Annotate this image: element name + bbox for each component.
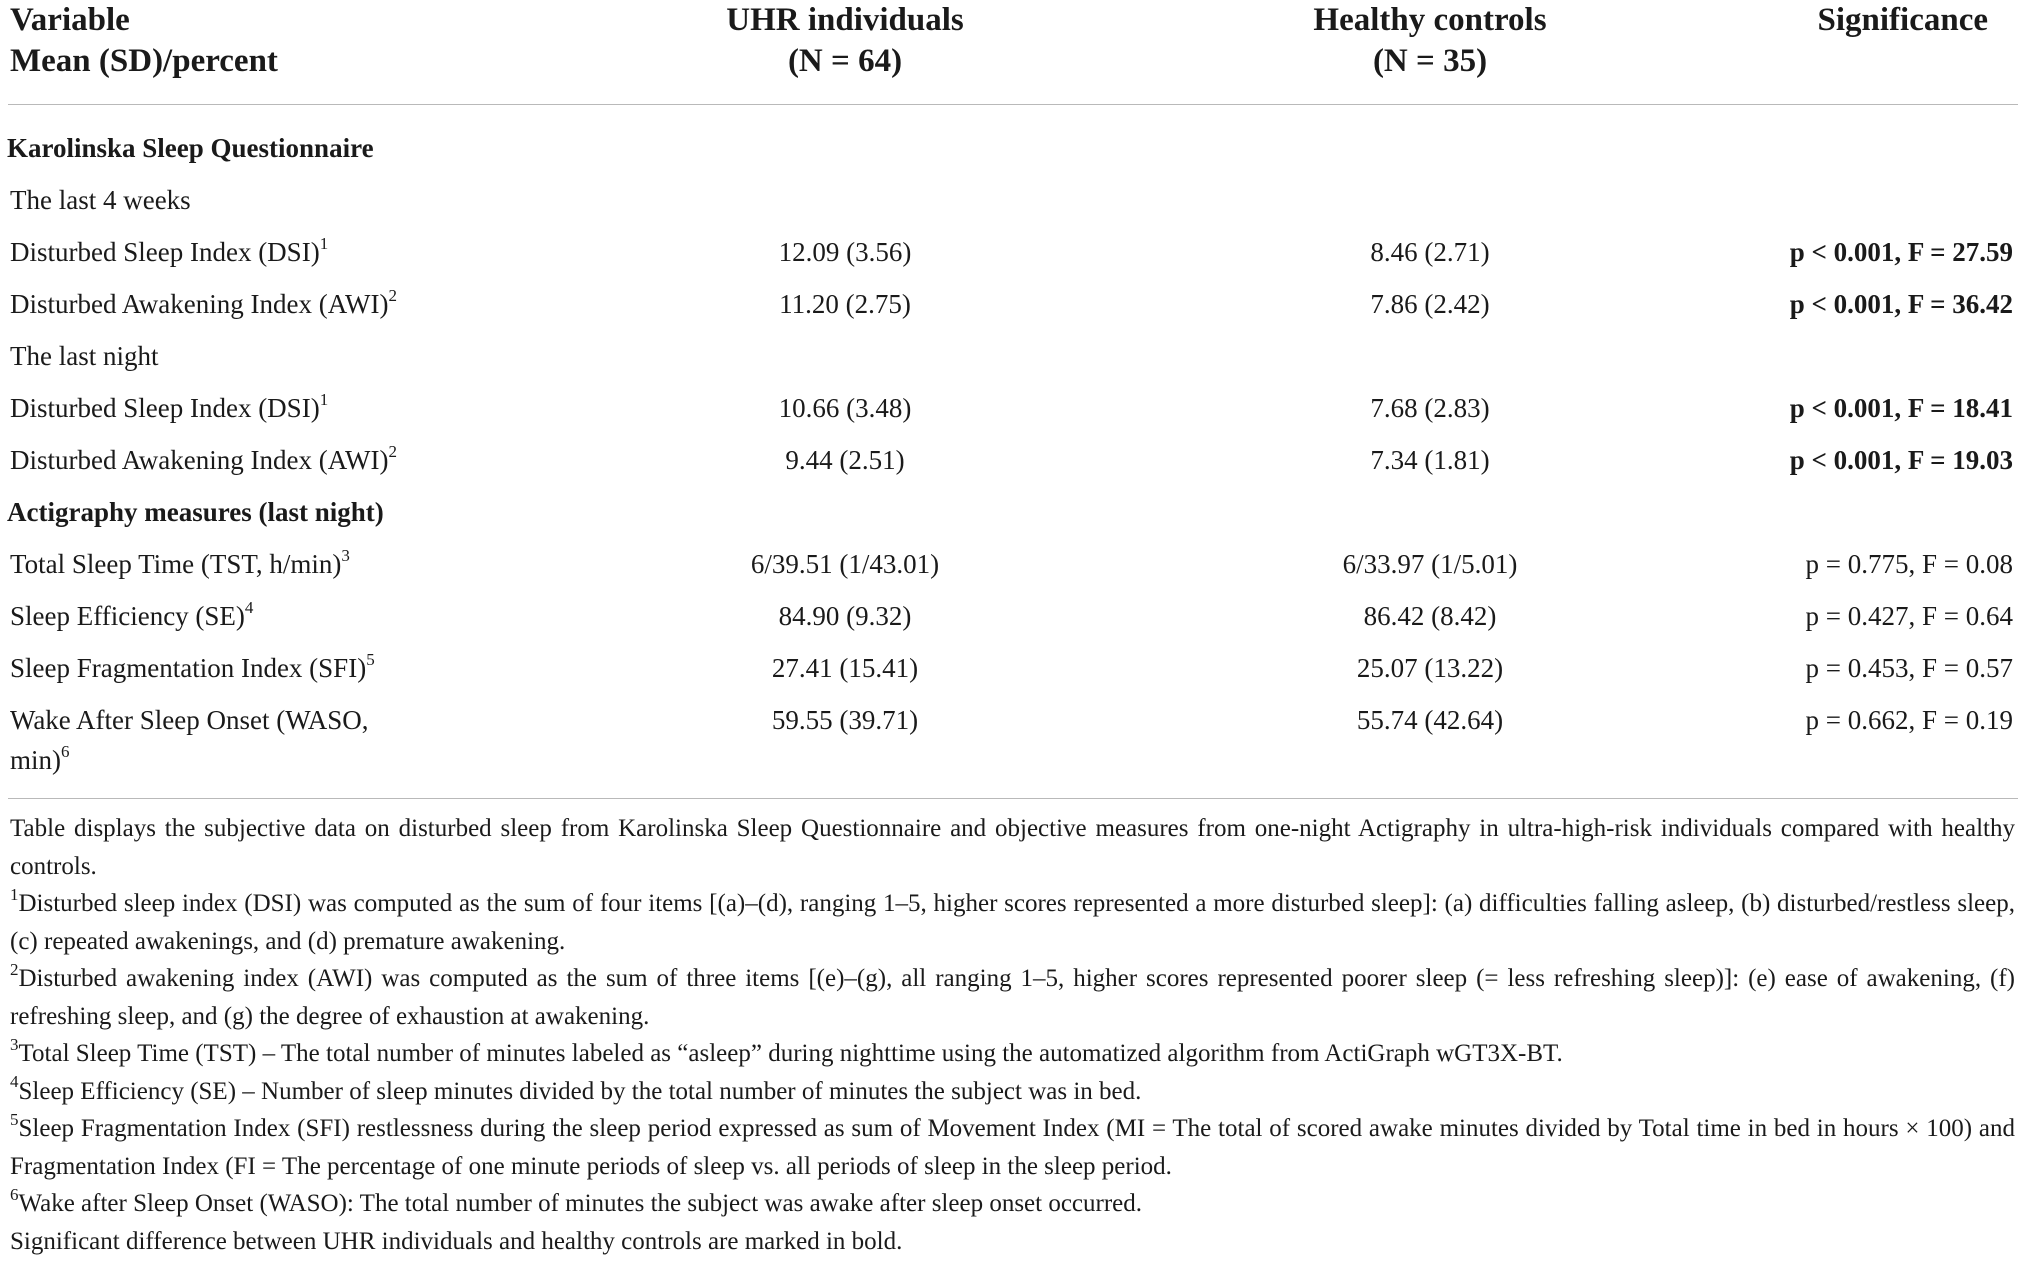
- header-significance: Significance: [1817, 2, 1988, 38]
- table-row: [0, 174, 2023, 226]
- row-label-text: Actigraphy measures (last night): [7, 497, 384, 527]
- row-label: [10, 538, 350, 590]
- header-uhr-label: UHR individuals: [726, 2, 964, 38]
- footnote-text: Sleep Efficiency (SE) – Number of sleep minutes divided by the total number of minutes the subject was in bed.: [18, 1077, 1142, 1105]
- row-label: [10, 382, 328, 434]
- note-intro: Table displays the subjective data on disturbed sleep from Karolinska Sleep Questionnaire and objective measures from one-night Actigraphy in ultra-high-risk individuals compared with healthy controls.: [10, 815, 2015, 880]
- control-value: 7.34 (1.81): [1370, 445, 1490, 475]
- row-label: [10, 434, 397, 486]
- row-label: [10, 278, 397, 330]
- footnote-marker: 1: [319, 234, 329, 253]
- header-divider: [8, 104, 2018, 105]
- row-label: [10, 174, 191, 226]
- row-label: [10, 330, 158, 382]
- table-row: [0, 642, 2023, 694]
- footnote: [10, 885, 2015, 960]
- table-notes: [10, 810, 2015, 1260]
- control-value: 55.74 (42.64): [1356, 705, 1504, 735]
- row-label: [10, 642, 375, 694]
- footnote: [10, 1073, 2015, 1111]
- footnote-marker: 2: [388, 442, 398, 461]
- footnote-number: 5: [10, 1109, 19, 1129]
- footnote: [10, 1110, 2015, 1185]
- control-value: 7.68 (2.83): [1370, 393, 1490, 423]
- header-variable-line2: Mean (SD)/percent: [10, 43, 278, 79]
- footnote-marker: 6: [61, 742, 70, 761]
- footnote: [10, 1185, 2015, 1223]
- footnote-number: 3: [10, 1034, 19, 1054]
- significance-value: p < 0.001, F = 36.42: [1789, 289, 2013, 319]
- significance-value: p = 0.662, F = 0.19: [1805, 705, 2013, 735]
- footnote-marker: 1: [319, 390, 329, 409]
- row-label-text: Total Sleep Time (TST, h/min): [10, 549, 342, 579]
- footnote-text: Wake after Sleep Onset (WASO): The total number of minutes the subject was awake after sleep onset occurred.: [18, 1190, 1143, 1217]
- row-label-text: Wake After Sleep Onset (WASO, min): [10, 705, 369, 775]
- footnote-number: 1: [10, 884, 19, 904]
- table-bottom-divider: [8, 798, 2018, 799]
- table-row: [0, 330, 2023, 382]
- row-label-text: Disturbed Sleep Index (DSI): [10, 237, 320, 267]
- uhr-value: 84.90 (9.32): [778, 601, 912, 631]
- footnote-text: Disturbed awakening index (AWI) was computed as the sum of three items [(e)–(g), all ranging 1–5, higher scores represented poorer sleep (= less refreshing sleep)]: (e) ease of awakening, (f) refreshing sleep, and (g) the degree of exhaustion at awakening.: [10, 965, 2015, 1030]
- header-controls-n: (N = 35): [1372, 43, 1488, 79]
- header-controls-label: Healthy controls: [1313, 2, 1547, 38]
- header-controls: [1230, 0, 1630, 82]
- footnote-marker: 3: [341, 546, 350, 565]
- section-row: [0, 122, 2023, 174]
- uhr-value: 12.09 (3.56): [778, 237, 912, 267]
- table-row: [0, 382, 2023, 434]
- row-label-text: Sleep Fragmentation Index (SFI): [10, 653, 367, 683]
- row-label-text: Sleep Efficiency (SE): [10, 601, 245, 631]
- row-label-text: The last 4 weeks: [10, 185, 191, 215]
- row-label-text: The last night: [10, 341, 159, 371]
- uhr-value: 27.41 (15.41): [771, 653, 919, 683]
- table-row: [0, 278, 2023, 330]
- table-row: [0, 590, 2023, 642]
- footnote: [10, 960, 2015, 1035]
- header-variable: [10, 0, 278, 82]
- footnote: [10, 1035, 2015, 1073]
- footnote-number: 4: [10, 1072, 19, 1092]
- uhr-value: 11.20 (2.75): [779, 289, 911, 319]
- significance-value: p = 0.453, F = 0.57: [1805, 653, 2013, 683]
- row-label-text: Disturbed Sleep Index (DSI): [10, 393, 320, 423]
- footnote-marker: 4: [244, 598, 254, 617]
- table-row: [0, 538, 2023, 590]
- control-value: 6/33.97 (1/5.01): [1342, 549, 1518, 579]
- table-row: [0, 694, 2023, 775]
- significance-value: p < 0.001, F = 27.59: [1789, 237, 2013, 267]
- footnote-text: Sleep Fragmentation Index (SFI) restlessness during the sleep period expressed as sum of Movement Index (MI = The total of scored awake minutes divided by Total time in bed in hours × 100) and Fragmentation Index (FI = The percentage of one minute periods of sleep vs. all periods of sleep in the sleep period.: [10, 1115, 2015, 1180]
- control-value: 8.46 (2.71): [1370, 237, 1490, 267]
- footnote-text: Total Sleep Time (TST) – The total number of minutes labeled as “asleep” during nighttime using the automatized algorithm from ActiGraph wGT3X-BT.: [18, 1040, 1563, 1067]
- footnote-marker: 5: [366, 650, 375, 669]
- section-label: [7, 122, 374, 174]
- section-row: [0, 486, 2023, 538]
- uhr-value: 10.66 (3.48): [778, 393, 912, 423]
- footnote-list: [10, 885, 2015, 1223]
- significance-value: p < 0.001, F = 18.41: [1789, 393, 2013, 423]
- significance-value: p < 0.001, F = 19.03: [1789, 445, 2013, 475]
- table-row: [0, 434, 2023, 486]
- control-value: 7.86 (2.42): [1370, 289, 1490, 319]
- row-label: [10, 700, 370, 780]
- row-label-text: Disturbed Awakening Index (AWI): [10, 289, 389, 319]
- header-variable-line1: Variable: [10, 2, 130, 38]
- uhr-value: 9.44 (2.51): [785, 445, 905, 475]
- significance-value: p = 0.775, F = 0.08: [1805, 549, 2013, 579]
- footnote-marker: 2: [388, 286, 398, 305]
- significance-value: p = 0.427, F = 0.64: [1805, 601, 2013, 631]
- header-uhr: [645, 0, 1045, 82]
- row-label-text: Karolinska Sleep Questionnaire: [7, 133, 374, 163]
- uhr-value: 59.55 (39.71): [771, 705, 919, 735]
- note-closing: Significant difference between UHR individuals and healthy controls are marked in bold.: [10, 1227, 903, 1255]
- footnote-number: 2: [10, 959, 19, 979]
- table-row: [0, 226, 2023, 278]
- control-value: 25.07 (13.22): [1356, 653, 1504, 683]
- uhr-value: 6/39.51 (1/43.01): [750, 549, 940, 579]
- row-label: [10, 590, 253, 642]
- row-label: [10, 226, 328, 278]
- row-label-text: Disturbed Awakening Index (AWI): [10, 445, 389, 475]
- footnote-number: 6: [10, 1184, 19, 1204]
- header-uhr-n: (N = 64): [787, 43, 903, 79]
- section-label: [7, 486, 384, 538]
- table-header: [0, 0, 2023, 102]
- control-value: 86.42 (8.42): [1363, 601, 1497, 631]
- footnote-text: Disturbed sleep index (DSI) was computed as the sum of four items [(a)–(d), ranging 1–5, higher scores represented a more disturbed sleep]: (a) difficulties falling asleep, (b) disturbed/restless sleep, (c) repeated awakenings, and (d) premature awakening.: [10, 890, 2015, 955]
